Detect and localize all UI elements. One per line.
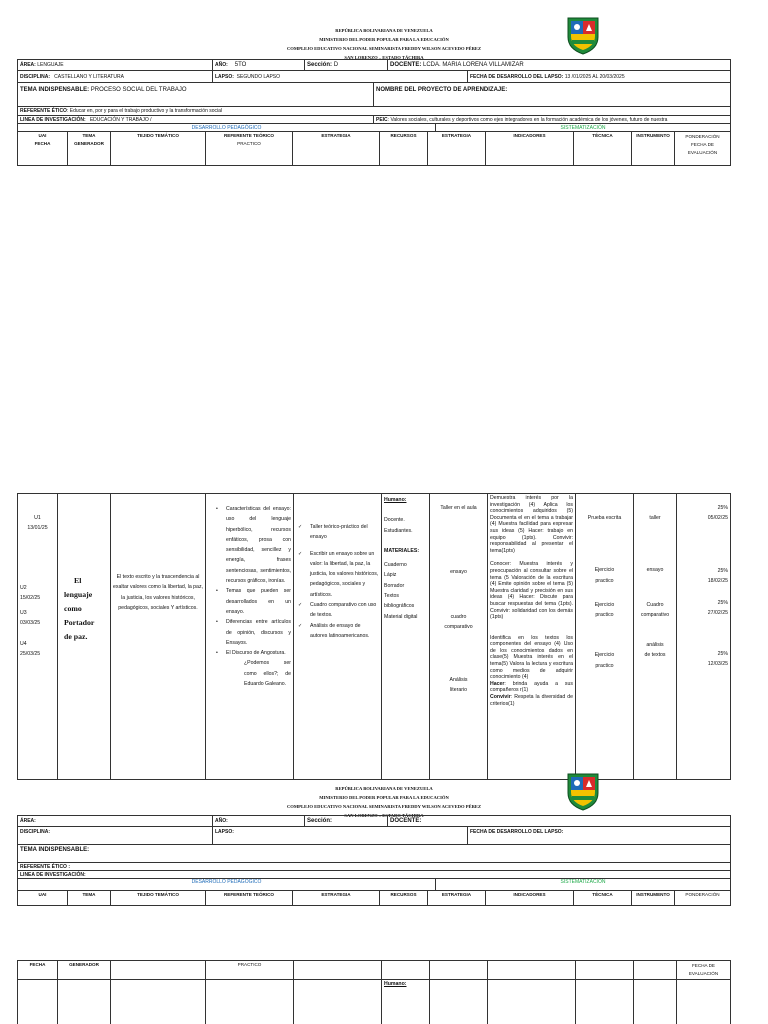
indicadores-block: Convivir: Respeta la diversidad de criterios(1) [490,694,573,707]
referente-bullet: • El Discurso de Angostura. [208,648,291,658]
tecnica-cell [576,494,634,780]
planning-content-table [17,493,731,780]
area-field: ÁREA: [18,816,213,827]
estrategia-eval-item: Análisis [449,677,468,684]
area-field: ÁREA: LENGUAJE [18,60,213,71]
empty-cell [488,961,576,980]
tema-line: Portador [64,618,95,627]
referente-bullet: • Temas que pueden ser desarrollados en un ensayo. [208,586,291,617]
ponderacion-date: 18/02/25 [707,577,728,584]
referente-teorico-cell [206,494,294,780]
col-estrategia: ESTRATEGIA [293,891,380,906]
ponderacion-pct: 25% [717,505,728,511]
estrategia-eval-item: Taller en el aula [440,505,477,511]
recurso-item: Estudiantes. [384,527,413,534]
estrategia-check-item: ✓ Cuadro comparativo con uso de textos. [296,600,379,621]
desarrollo-pedagogico-label: DESARROLLO PEDAGÓGICO [18,124,436,132]
instrumento-cell [634,494,677,780]
indicadores-block: Demuestra interés por la investigación (4) Aplica los conocimientos adquiridos (5) Documenta el en el tema a trabajar (4) Muestra facilidad para expresar sus ideas (5) Hacer: trabajo en equipo (1pts). Convivir: responsabilidad al presentar el tema(1pts) [490,495,573,554]
instrumento-item: taller [649,515,661,521]
recursos-humano-label: Humano: [384,497,407,503]
seccion-field: Sección: [305,816,388,827]
header-line-republic: REPÚBLICA BOLIVARIANA DE VENEZUELA [335,786,433,791]
uai-code: U2 [20,584,27,591]
col-ponderacion: PONDERACIÓN [675,891,731,906]
col-referente: REFERENTE TEÓRICO [206,891,293,906]
col-recursos: RECURSOS [380,132,428,166]
linea-investigacion-field: LINEA DE INVESTIGACIÓN: EDUCACIÓN Y TRABAJO / [18,116,374,124]
instrumento-item: Cuadro [646,601,664,608]
tema-indispensable-field: TEMA INDISPENSABLE: [18,845,731,863]
estrategia-eval-item: literario [449,687,467,694]
col-tema: TEMA [68,891,111,906]
col-instrumento: INSTRUMENTO [632,891,675,906]
empty-cell [206,980,294,1024]
referente-paragraph: ¿Podemos ser como ellos?; de Eduardo Galeano. [244,660,291,688]
col-tejido: TEJIDO TEMÁTICO [111,132,206,166]
estrategia-evaluacion-cell [430,494,488,780]
ponderacion-date: 27/02/25 [707,610,728,617]
planning-content-table-page2 [17,960,731,1024]
tecnica-item: Prueba escrita [587,515,622,521]
recursos-cell [382,494,430,780]
empty-cell [294,980,382,1024]
estrategia-check-item: ✓ Análisis de ensayo de autores latinoamericanos. [296,621,379,642]
empty-cell [58,980,111,1024]
col-indicadores: INDICADORES [486,132,574,166]
recurso-item: Cuaderno [384,562,407,569]
fecha-desarrollo-field: FECHA DE DESARROLLO DEL LAPSO: 13 /01/2025 AL 20/03/2025 [468,71,731,83]
desarrollo-pedagogico-label: DESARROLLO PEDAGÓGICO [18,879,436,891]
empty-cell [111,980,206,1024]
empty-cell [488,980,576,1024]
ponderacion-cell [677,494,731,780]
estrategia-check-item: ✓ Escribir un ensayo sobre un valor: la libertad, la paz, la justicia, los valores históricos, pedagógicos, sociales y artísticos. [296,549,379,600]
referente-etico-field: REFERENTE ÉTICO: Educar en, por y para el trabajo productivo y la transformación social [18,107,731,116]
referente-etico-field: REFERENTE ÉTICO : [18,863,731,871]
seccion-field: Sección: D [305,60,388,71]
col-referente: REFERENTE TEÓRICO PRACTICO [206,132,293,166]
recursos-materiales-label: MATERIALES: [384,547,420,554]
fecha-evaluacion-header: FECHA DE EVALUACIÓN [677,961,731,980]
empty-cell [677,980,731,1024]
disciplina-field: DISCIPLINA: CASTELLANO Y LITERATURA [18,71,213,83]
tecnica-item: Ejercicio [594,601,615,608]
tema-line: El [74,576,82,585]
tema-indispensable-field: TEMA INDISPENSABLE: PROCESO SOCIAL DEL TRABAJO [18,83,374,107]
uai-dates-cell [18,494,58,780]
instrumento-item: ensayo [646,567,664,574]
fecha-header: FECHA [18,961,58,980]
practico-header: PRACTICO [206,961,294,980]
lapso-field: LAPSO: SEGUNDO LAPSO [213,71,468,83]
docente-field: DOCENTE: LCDA. MARIA LORENA VILLAMIZAR [388,60,731,71]
header-line-location: SAN LORENZO – ESTADO TÁCHIRA [344,55,424,60]
col-recursos: RECURSOS [380,891,428,906]
empty-cell [430,961,488,980]
empty-cell [634,961,677,980]
empty-cell [576,961,634,980]
uai-date: 25/03/25 [20,651,41,658]
uai-date: 13/01/25 [27,525,48,532]
col-estrategia-2: ESTRATEGIA [428,132,486,166]
instrumento-item: de textos [644,652,666,659]
proyecto-field: NOMBRE DEL PROYECTO DE APRENDIZAJE: [374,83,731,107]
col-ponderacion: PONDERACIÓN FECHA DE EVALUACIÓN [675,132,731,166]
tecnica-item: practico [595,577,614,584]
estrategia-check-item: ✓ Taller teórico-práctico del ensayo [296,522,379,543]
tema-line: lenguaje como [64,590,93,613]
header-line-ministry: MINISTERIO DEL PODER POPULAR PARA LA EDUCACIÓN [319,37,449,42]
tecnica-item: practico [595,662,614,669]
ponderacion-pct: 25% [717,600,728,607]
indicadores-block: Identifica en los textos los componentes del ensayo (4) Uso de los conocimientos dados en clase(5) Muestra interés en el tema(5) Valora la lectura y escritura como medios de adquirir conocimiento (4) [490,634,573,681]
recursos-humano-label: Humano: [384,981,407,987]
indicadores-block: Hacer: brinda ayuda a sus compañeros r(1) [490,680,573,694]
empty-cell [382,961,430,980]
tema-generador-cell [58,494,111,780]
lapso-field: LAPSO: [213,827,468,845]
col-estrategia: ESTRATEGIA [293,132,380,166]
generador-header: GENERADOR [58,961,111,980]
estrategia-eval-item: cuadro [450,613,467,620]
sistematizacion-label: SISTEMATIZACIÓN [436,879,731,891]
uai-code: U1 [34,515,41,521]
ano-field: AÑO: [213,816,305,827]
ponderacion-pct: 25% [717,567,728,574]
ponderacion-date: 12/03/25 [707,661,728,668]
uai-date: 03/03/25 [20,620,41,627]
col-estrategia-2: ESTRATEGIA [428,891,486,906]
recurso-item: Lápiz [384,572,397,579]
sistematizacion-label: SISTEMATIZACIÓN [436,124,731,132]
school-crest-logo [566,15,600,55]
ponderacion-pct: 25% [717,650,728,657]
empty-cell [294,961,382,980]
estrategia-cell [294,494,382,780]
estrategia-eval-item: comparativo [444,623,473,630]
referente-bullet: • Características del ensayo: uso del lenguaje hiperbólico, recursos enfáticos, prosa con sensibilidad, sencillez y energía, frases sentenciosas, sentimientos, recursos gráficos, ironías. [208,504,291,586]
institution-header [0,26,768,62]
header-line-school: COMPLEJO EDUCATIVO NACIONAL SEMINARISTA FREDDY WILSON ACEVEDO PÉREZ [286,46,482,51]
recurso-item: bibliográficos [384,603,415,610]
tecnica-item: Ejercicio [594,567,615,574]
col-uai: UAI [18,891,68,906]
tejido-tematico-cell: El texto escrito y la trascendencia al exaltar valores como la libertad, la paz, la justicia, los valores históricos, pedagógicos, sociales Y artísticos. [111,494,206,780]
school-crest-logo [566,771,600,811]
planning-form-header-row3 [17,82,731,107]
disciplina-field: DISCIPLINA: [18,827,213,845]
referente-bullet: • Diferencias entre artículos de opinión, discursos y Ensayos. [208,617,291,648]
col-indicadores: INDICADORES [486,891,574,906]
ano-field: AÑO: 5TO [213,60,305,71]
uai-code: U4 [20,640,27,647]
col-tecnica: TÉCNICA [574,132,632,166]
column-headers [17,131,731,166]
empty-cell [576,980,634,1024]
docente-field: DOCENTE: [388,816,731,827]
tecnica-item: Ejercicio [594,652,615,659]
recurso-item: Textos [384,593,399,600]
col-tejido: TEJIDO TEMÁTICO [111,891,206,906]
header-line-school: COMPLEJO EDUCATIVO NACIONAL SEMINARISTA FREDDY WILSON ACEVEDO PÉREZ [286,804,482,809]
uai-code: U3 [20,610,27,617]
empty-cell [430,980,488,1024]
col-tema-generador: TEMA GENERADOR [68,132,111,166]
uai-date: 15/02/25 [20,594,41,601]
column-headers-page2 [17,890,731,906]
indicadores-cell [488,494,576,780]
empty-cell [111,961,206,980]
linea-investigacion-field: LINEA DE INVESTIGACIÓN: [18,871,731,879]
col-tecnica: TÉCNICA [574,891,632,906]
recurso-item: Borrador [384,582,405,589]
planning-form-header-page2-row3 [17,844,731,879]
empty-cell [18,980,58,1024]
ponderacion-date: 05/02/25 [707,515,728,522]
recurso-item: Material digital [384,613,418,620]
recursos-cell [382,980,430,1024]
col-uai-fecha: UAI FECHA [18,132,68,166]
instrumento-item: comparativo [640,611,670,618]
estrategia-eval-item: ensayo [450,569,467,576]
instrumento-item: análisis [646,642,664,649]
tecnica-item: practico [595,612,614,619]
peic-field: PEIC: Valores sociales, culturales y deportivos como ejes integradores en la formación académica de los jóvenes, futuro de nuestra [374,116,731,124]
fecha-desarrollo-field: FECHA DE DESARROLLO DEL LAPSO: [468,827,731,845]
header-line-ministry: MINISTERIO DEL PODER POPULAR PARA LA EDUCACIÓN [319,795,449,800]
indicadores-block: Conocer: Muestra interés y preocupación al consultar sobre el tema (5 Valoración de la escritura (4) Emite opinión sobre el tema (5) Muestra claridad y precisión en sus ideas (4) Hacer: Discute para buscar respuestas del tema (1pts). Convivir: solidaridad con los demás (1pts) [490,561,573,621]
header-line-location: SAN LORENZO – ESTADO TÁCHIRA [344,813,424,818]
recurso-item: Docente. [384,517,405,524]
tema-line: de paz. [64,632,88,641]
col-instrumento: INSTRUMENTO [632,132,675,166]
empty-cell [634,980,677,1024]
header-line-republic: REPÚBLICA BOLIVARIANA DE VENEZUELA [335,28,433,33]
planning-form-header-page2-row2 [17,826,731,845]
